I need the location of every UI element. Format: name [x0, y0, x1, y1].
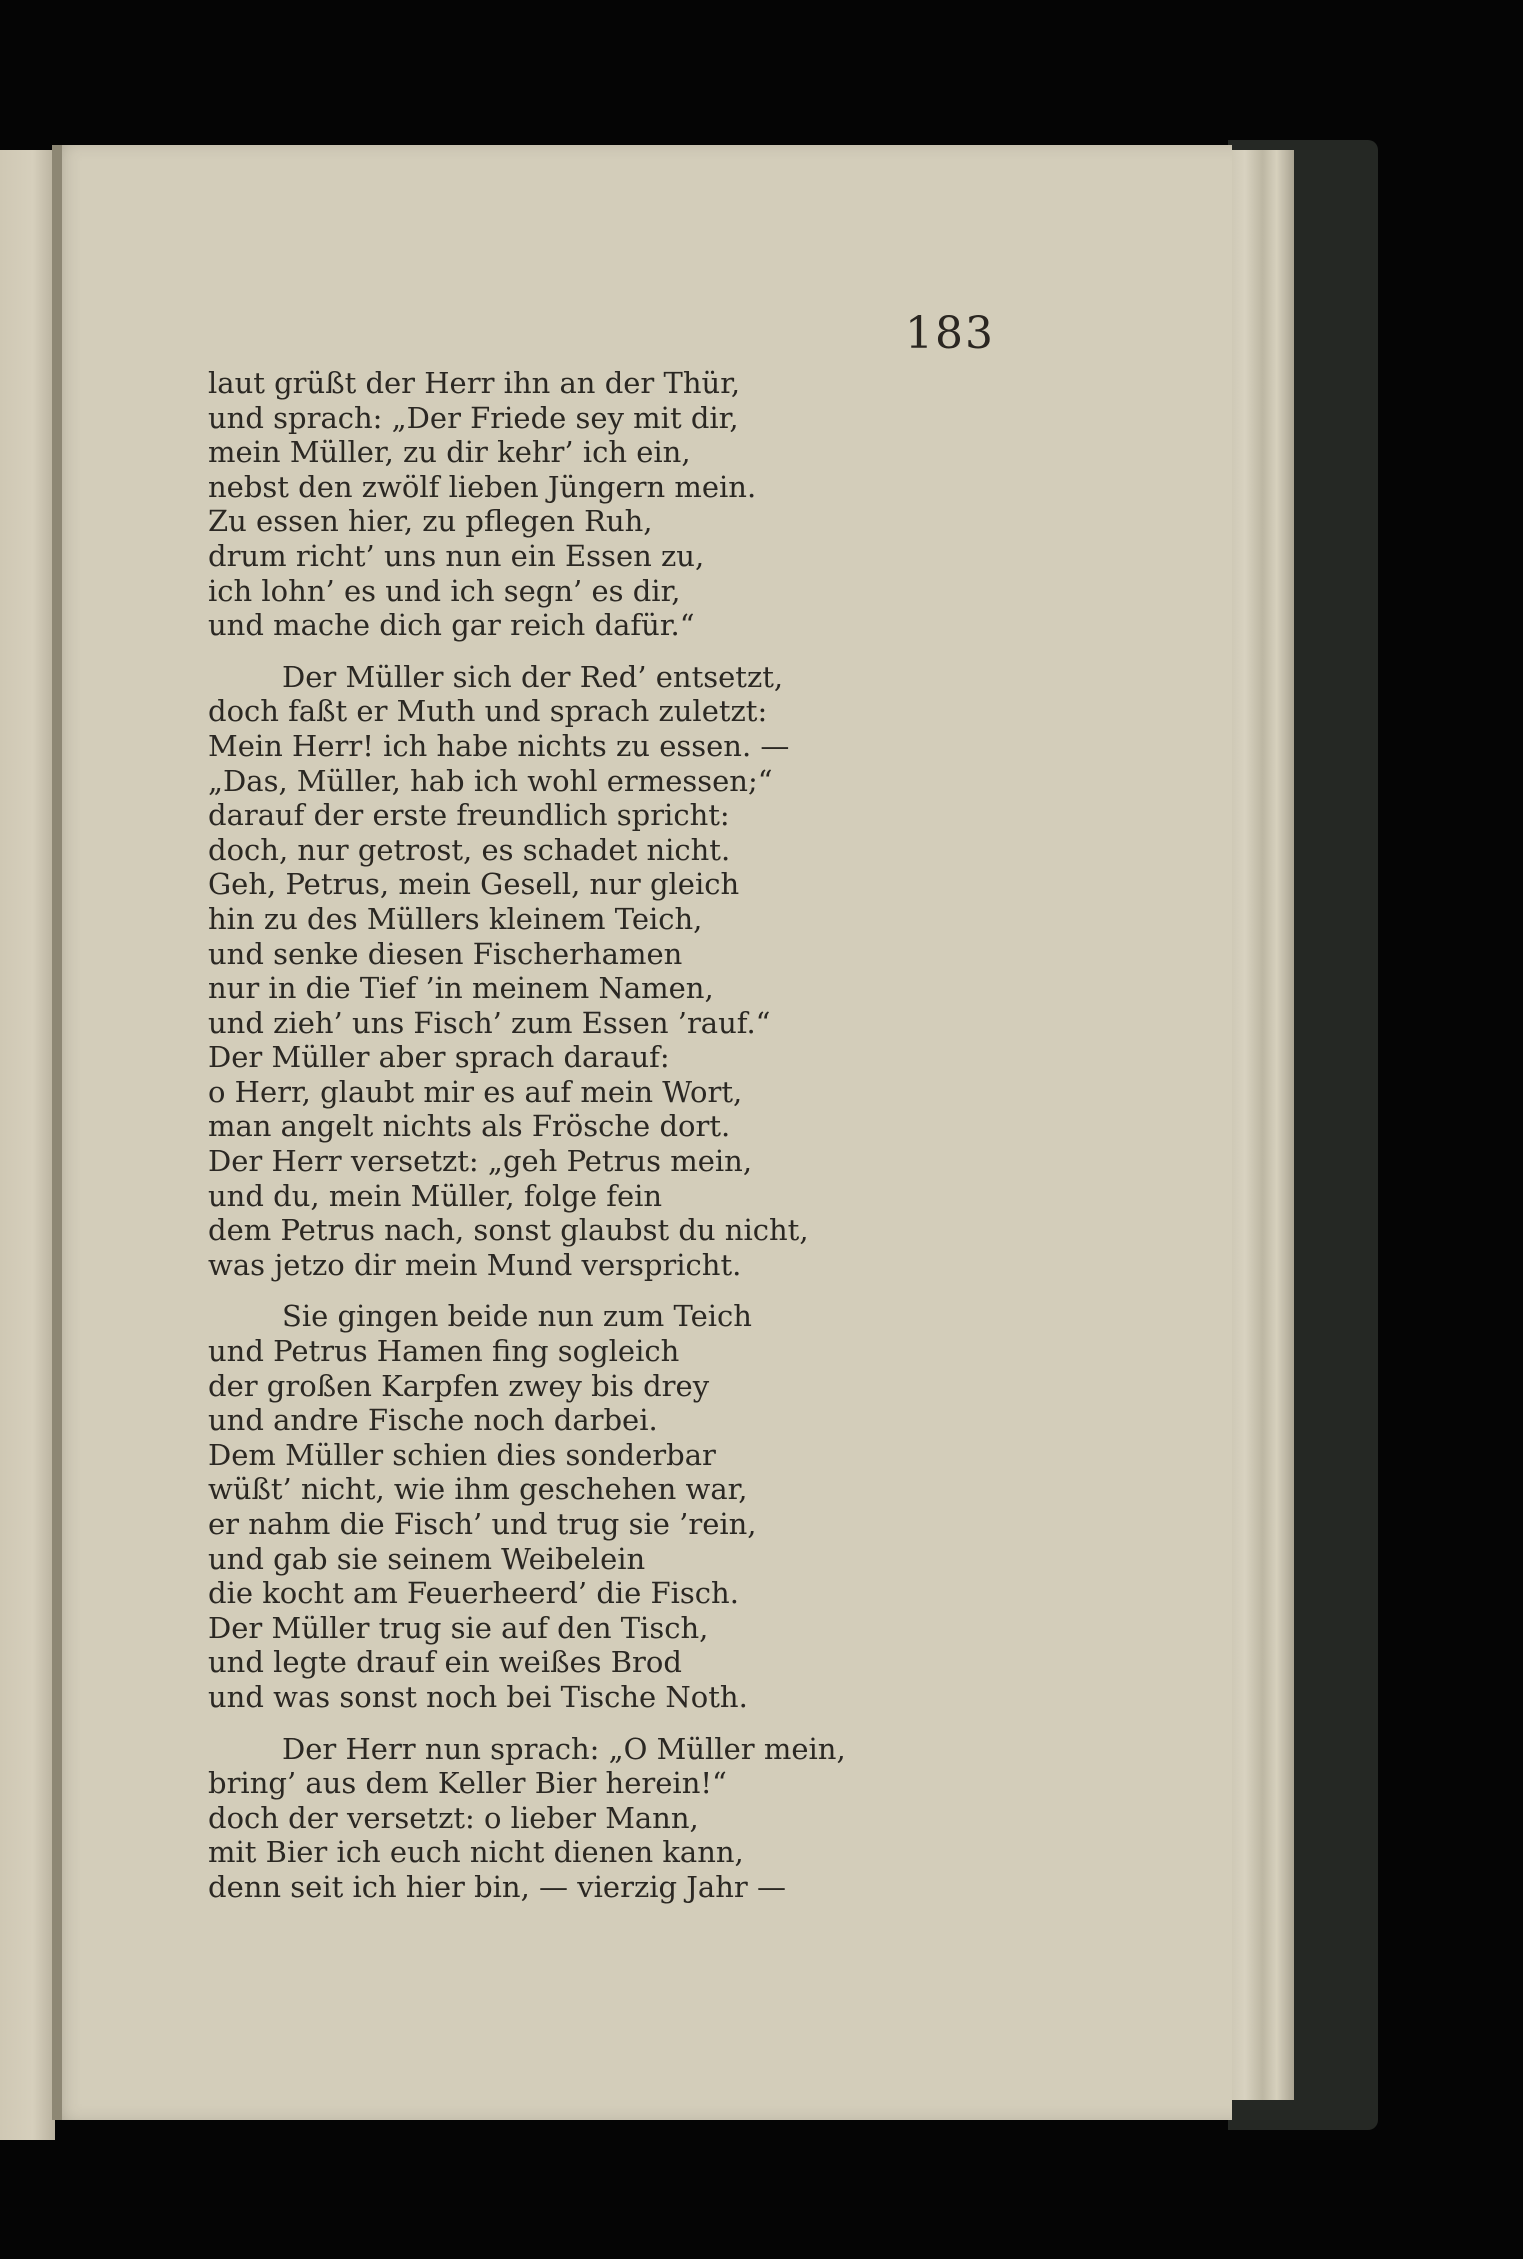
poem-line: Dem Müller schien dies sonderbar: [208, 1437, 716, 1472]
poem-line: Der Müller aber sprach darauf:: [208, 1040, 670, 1075]
stanza: [208, 1732, 1218, 1905]
poem-line: darauf der erste freundlich spricht:: [208, 798, 730, 833]
poem-line: und andre Fische noch darbei.: [208, 1403, 658, 1438]
poem-line: hin zu des Müllers kleinem Teich,: [208, 901, 703, 936]
poem-line: „Das, Müller, hab ich wohl ermessen;“: [208, 763, 773, 798]
poem-line: drum richt’ uns nun ein Essen zu,: [208, 538, 705, 573]
poem-line: man angelt nichts als Frösche dort.: [208, 1109, 731, 1144]
poem-line: und zieh’ uns Fisch’ zum Essen ’rauf.“: [208, 1005, 771, 1040]
stanza: [208, 366, 1218, 643]
poem-line: bring’ aus dem Keller Bier herein!“: [208, 1766, 727, 1801]
page-number: 183: [905, 308, 995, 359]
poem-line: nebst den zwölf lieben Jüngern mein.: [208, 469, 757, 504]
poem-line: Mein Herr! ich habe nichts zu essen. —: [208, 728, 790, 763]
stanza-gap: [208, 643, 1218, 660]
poem-line: Der Herr versetzt: „geh Petrus mein,: [208, 1144, 753, 1179]
poem-line: und legte drauf ein weißes Brod: [208, 1645, 682, 1680]
stanza: [208, 1299, 1218, 1714]
poem-line: Geh, Petrus, mein Gesell, nur gleich: [208, 867, 740, 902]
poem-line: nur in die Tief ’in meinem Namen,: [208, 971, 714, 1006]
poem-line: Der Herr nun sprach: „O Müller mein,: [282, 1731, 846, 1766]
poem-line: und mache dich gar reich dafür.“: [208, 608, 695, 643]
poem-line: wüßt’ nicht, wie ihm geschehen war,: [208, 1472, 748, 1507]
poem-line: doch faßt er Muth und sprach zuletzt:: [208, 694, 768, 729]
poem-line: und gab sie seinem Weibelein: [208, 1541, 646, 1576]
left-page-edge: [0, 150, 55, 2140]
poem-line: und sprach: „Der Friede sey mit dir,: [208, 400, 739, 435]
stanza-gap: [208, 1715, 1218, 1732]
page-gutter: [52, 145, 62, 2120]
poem-line: was jetzo dir mein Mund verspricht.: [208, 1247, 742, 1282]
poem-line: doch, nur getrost, es schadet nicht.: [208, 832, 731, 867]
poem-line: die kocht am Feuerheerd’ die Fisch.: [208, 1576, 739, 1611]
poem-line: denn seit ich hier bin, — vierzig Jahr —: [208, 1869, 786, 1904]
poem-line: Sie gingen beide nun zum Teich: [282, 1299, 752, 1334]
poem-line: und senke diesen Fischerhamen: [208, 936, 683, 971]
poem-line: o Herr, glaubt mir es auf mein Wort,: [208, 1074, 743, 1109]
poem-line: doch der versetzt: o lieber Mann,: [208, 1800, 699, 1835]
poem-line: Der Müller trug sie auf den Tisch,: [208, 1610, 709, 1645]
stanza: [208, 660, 1218, 1283]
page-stack-edge: [1224, 150, 1294, 2100]
poem-line: dem Petrus nach, sonst glaubst du nicht,: [208, 1213, 809, 1248]
poem-line: Zu essen hier, zu pflegen Ruh,: [208, 504, 653, 539]
stanza-gap: [208, 1282, 1218, 1299]
poem-line: er nahm die Fisch’ und trug sie ’rein,: [208, 1507, 757, 1541]
poem-line: laut grüßt der Herr ihn an der Thür,: [208, 366, 741, 400]
poem-text: [208, 366, 1218, 1905]
poem-line: und Petrus Hamen fing sogleich: [208, 1334, 680, 1369]
poem-line: ich lohn’ es und ich segn’ es dir,: [208, 573, 681, 608]
poem-line: mein Müller, zu dir kehr’ ich ein,: [208, 435, 691, 470]
poem-line: und was sonst noch bei Tische Noth.: [208, 1679, 748, 1714]
poem-line: der großen Karpfen zwey bis drey: [208, 1368, 710, 1403]
poem-line: und du, mein Müller, folge fein: [208, 1178, 663, 1213]
poem-line: Der Müller sich der Red’ entsetzt,: [282, 659, 784, 694]
poem-line: mit Bier ich euch nicht dienen kann,: [208, 1835, 744, 1870]
